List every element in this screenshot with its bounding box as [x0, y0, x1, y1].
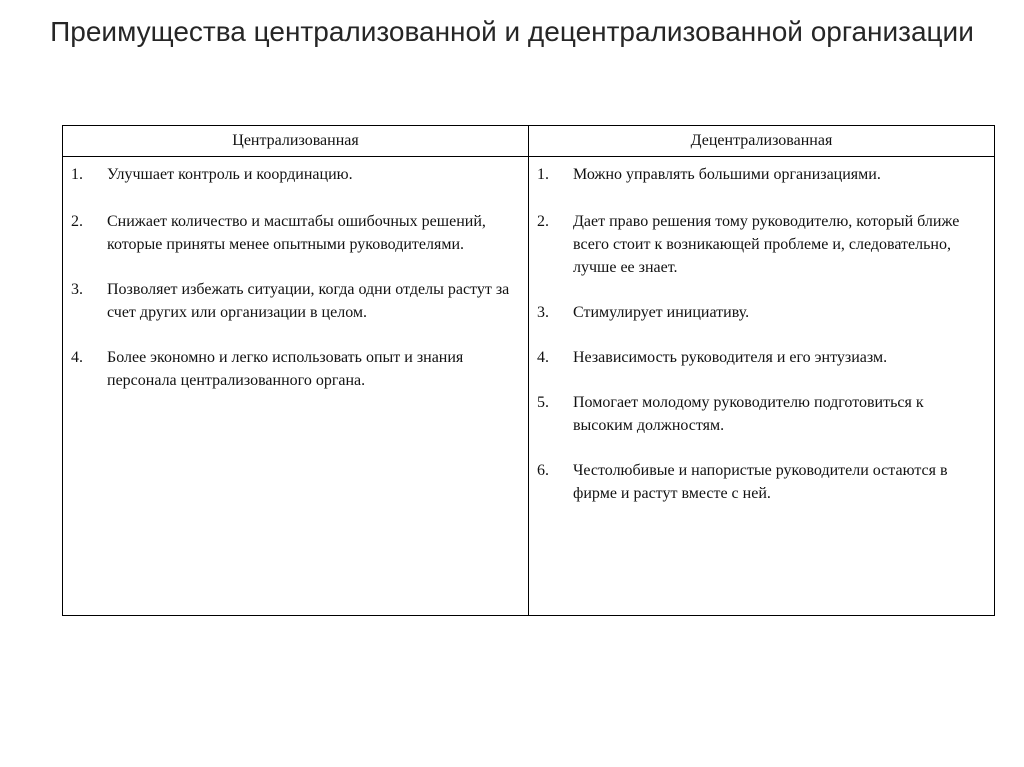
- item-number: 4.: [71, 349, 83, 366]
- list-item: [71, 163, 516, 186]
- table-body-row: [63, 157, 994, 615]
- item-number: 4.: [537, 349, 549, 366]
- comparison-table: [62, 125, 995, 616]
- list-item: [537, 459, 982, 505]
- header-centralized: Централизованная: [63, 126, 529, 156]
- list-item: [537, 346, 982, 369]
- item-number: 1.: [71, 166, 83, 183]
- centralized-column: [63, 157, 529, 615]
- item-text: Честолюбивые и напористые руководители остаются в фирме и растут вместе с ней.: [573, 462, 948, 502]
- item-text: Снижает количество и масштабы ошибочных решений, которые приняты менее опытными руководителями.: [107, 213, 486, 253]
- item-text: Более экономно и легко использовать опыт и знания персонала централизованного органа.: [107, 349, 464, 389]
- item-number: 3.: [537, 304, 549, 321]
- list-item: [537, 163, 982, 186]
- table-header-row: [63, 126, 994, 157]
- item-text: Позволяет избежать ситуации, когда одни отделы растут за счет других или организации в целом.: [107, 281, 510, 321]
- item-text: Улучшает контроль и координацию.: [107, 166, 353, 183]
- list-item: [537, 210, 982, 279]
- item-number: 1.: [537, 166, 549, 183]
- item-text: Стимулирует инициативу.: [573, 304, 750, 321]
- list-item: [537, 391, 982, 437]
- item-text: Независимость руководителя и его энтузиазм.: [573, 349, 888, 366]
- list-item: [537, 301, 982, 324]
- decentralized-column: [529, 157, 994, 615]
- item-number: 5.: [537, 394, 549, 411]
- item-number: 2.: [537, 213, 549, 230]
- slide-title: Преимущества централизованной и децентрализованной организации: [50, 16, 974, 47]
- header-decentralized: Децентрализованная: [690, 132, 833, 149]
- item-number: 2.: [71, 213, 83, 230]
- list-item: [71, 346, 516, 392]
- item-text: Дает право решения тому руководителю, который ближе всего стоит к возникающей проблеме и, следовательно, лучше ее знает.: [573, 213, 960, 276]
- list-item: [71, 210, 516, 256]
- item-text: Можно управлять большими организациями.: [573, 166, 881, 183]
- list-item: [71, 278, 516, 324]
- item-text: Помогает молодому руководителю подготовиться к высоким должностям.: [573, 394, 924, 434]
- item-number: 6.: [537, 462, 549, 479]
- item-number: 3.: [71, 281, 83, 298]
